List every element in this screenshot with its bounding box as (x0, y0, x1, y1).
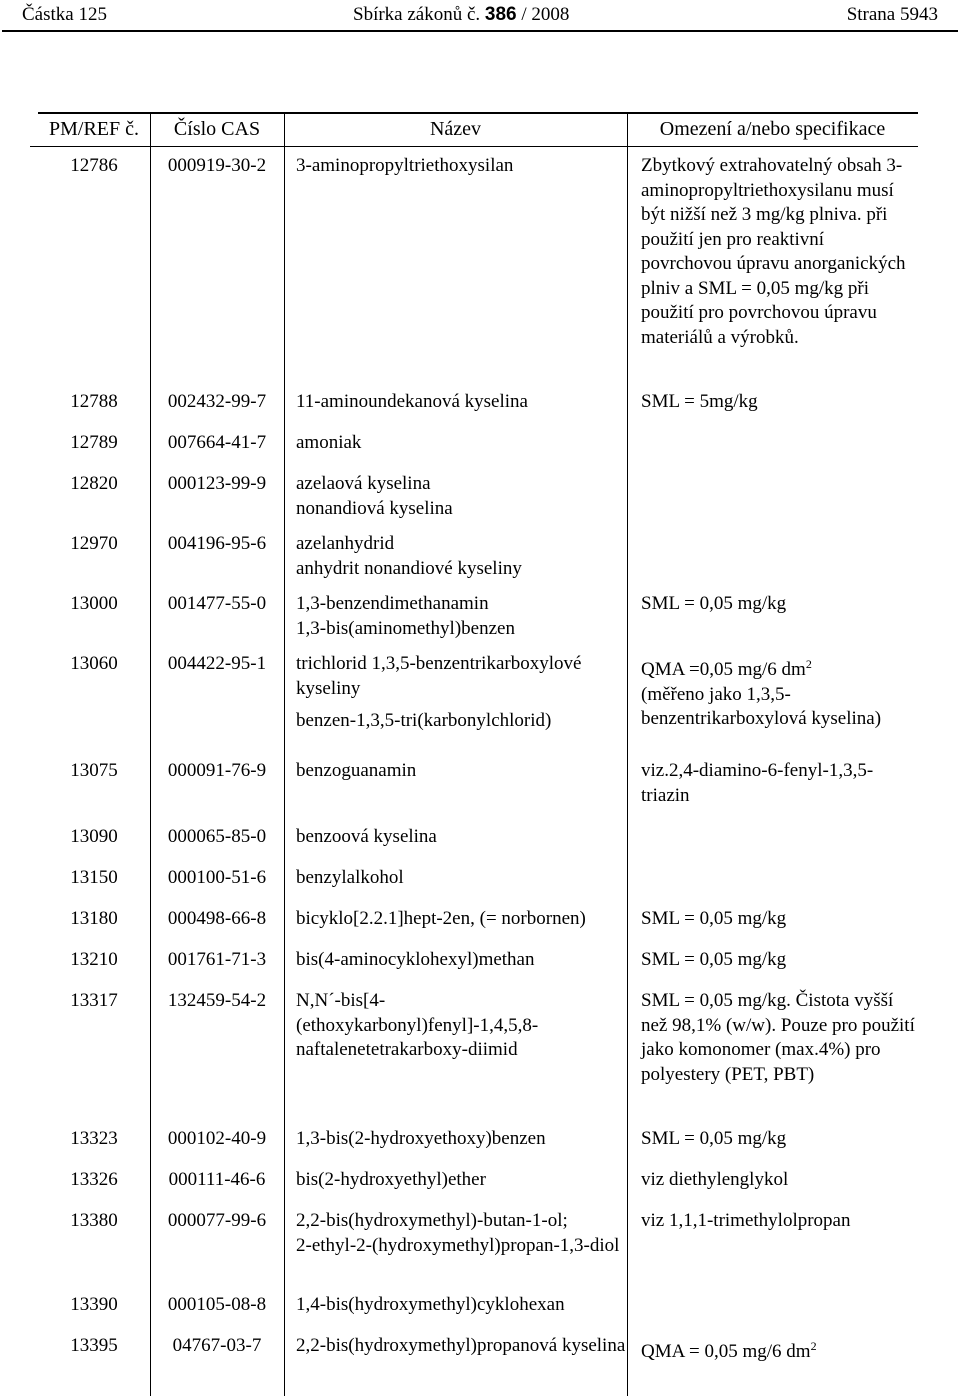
cas-number: 000123-99-9 (167, 473, 267, 494)
ref-number: 12970 (70, 533, 118, 554)
spec-text: SML = 5mg/kg (641, 391, 758, 412)
table-row (38, 1125, 918, 1166)
ref-number: 13000 (70, 593, 118, 614)
table-row (38, 530, 918, 590)
ref-number: 13323 (70, 1128, 118, 1149)
header-divider (2, 30, 958, 32)
column-header-cas: Číslo CAS (173, 118, 261, 140)
restriction-spec (627, 590, 918, 650)
alternate-name: 1,3-bis(aminomethyl)benzen (296, 617, 515, 639)
substance-name (284, 1332, 627, 1392)
alternate-name: anhydrit nonandiové kyseliny (296, 557, 522, 579)
spec-text: QMA = 0,05 mg/6 dm (641, 1341, 811, 1362)
substance-name (284, 987, 627, 1125)
table-row (38, 905, 918, 946)
cas-number: 007664-41-7 (167, 432, 267, 453)
substance-name (284, 388, 627, 429)
table-row (38, 590, 918, 650)
substance-name (284, 1207, 627, 1291)
table-row (38, 388, 918, 429)
restriction-spec (627, 905, 918, 946)
ref-number: 13317 (70, 990, 118, 1011)
spec-text: QMA =0,05 mg/6 dm (641, 659, 806, 680)
spec-superscript: 2 (810, 1339, 817, 1353)
table-body (38, 152, 918, 1392)
ref-number: 12788 (70, 391, 118, 412)
cas-number: 000065-85-0 (167, 826, 267, 847)
substance-name (284, 590, 627, 650)
restriction-spec (627, 1291, 918, 1332)
table-row (38, 757, 918, 823)
cas-number: 000105-08-8 (167, 1294, 267, 1315)
cas-number: 000091-76-9 (167, 760, 267, 781)
ref-number: 13075 (70, 760, 118, 781)
substance-name (284, 650, 627, 757)
alternate-name: benzen-1,3,5-tri(karbonylchlorid) (296, 710, 552, 731)
spec-text: SML = 0,05 mg/kg (641, 1128, 787, 1149)
spec-text: viz 1,1,1-trimethylolpropan (641, 1210, 851, 1231)
restriction-spec (627, 946, 918, 987)
ref-number: 12789 (70, 432, 118, 453)
primary-name: amoniak (296, 432, 362, 453)
ref-number: 13326 (70, 1169, 118, 1190)
cas-number: 000111-46-6 (168, 1169, 266, 1190)
table-row (38, 1207, 918, 1291)
cas-number: 001477-55-0 (167, 593, 267, 614)
spec-text: SML = 0,05 mg/kg (641, 908, 787, 929)
table-row (38, 650, 918, 757)
primary-name: benzoguanamin (296, 760, 417, 781)
substance-name (284, 823, 627, 864)
ref-number: 13060 (70, 653, 118, 674)
cas-number: 004196-95-6 (167, 533, 267, 554)
cas-number: 000919-30-2 (167, 155, 267, 176)
cas-number: 000498-66-8 (167, 908, 267, 929)
table-row (38, 470, 918, 530)
spec-continuation: (měřeno jako 1,3,5-benzentrikarboxylová kyselina) (641, 683, 882, 729)
primary-name: azelaová kyselina (296, 473, 431, 494)
restriction-spec (627, 1332, 918, 1392)
substance-name (284, 946, 627, 987)
ref-number: 13210 (70, 949, 118, 970)
alternate-name: nonandiová kyselina (296, 497, 453, 519)
page-header (0, 0, 960, 32)
table-row (38, 946, 918, 987)
restriction-spec (627, 470, 918, 530)
primary-name: bicyklo[2.2.1]hept-2en, (= norbornen) (296, 908, 586, 929)
cas-number: 000100-51-6 (167, 867, 267, 888)
cas-number: 04767-03-7 (172, 1335, 262, 1356)
ref-number: 13180 (70, 908, 118, 929)
restriction-spec (627, 1207, 918, 1291)
substance-name (284, 1291, 627, 1332)
ref-number: 13380 (70, 1210, 118, 1231)
table-row (38, 1332, 918, 1392)
restriction-spec (627, 987, 918, 1125)
ref-number: 13150 (70, 867, 118, 888)
ref-number: 12820 (70, 473, 118, 494)
primary-name: benzoová kyselina (296, 826, 437, 847)
ref-number: 13395 (70, 1335, 118, 1356)
spec-text: SML = 0,05 mg/kg (641, 593, 787, 614)
substance-name (284, 530, 627, 590)
spec-text: SML = 0,05 mg/kg. Čistota vyšší než 98,1% (w/w). Pouze pro použití jako komonomer (max.4%) pro polyestery (PET, PBT) (641, 990, 915, 1085)
spec-text: viz diethylenglykol (641, 1169, 789, 1190)
primary-name: N,N´-bis[4-(ethoxykarbonyl)fenyl]-1,4,5,8-naftalenetetrakarboxy-diimid (296, 990, 539, 1060)
primary-name: 2,2-bis(hydroxymethyl)-butan-1-ol; (296, 1210, 568, 1231)
ref-number: 13090 (70, 826, 118, 847)
restriction-spec (627, 1125, 918, 1166)
ref-number: 12786 (70, 155, 118, 176)
restriction-spec (627, 152, 918, 388)
table-row (38, 1291, 918, 1332)
restriction-spec (627, 429, 918, 470)
issue-number: Částka 125 (22, 4, 107, 25)
cas-number: 004422-95-1 (167, 653, 267, 674)
table-row (38, 429, 918, 470)
primary-name: bis(2-hydroxyethyl)ether (296, 1169, 486, 1190)
substance-name (284, 864, 627, 905)
column-header-ref: PM/REF č. (48, 118, 140, 140)
substance-name (284, 1166, 627, 1207)
restriction-spec (627, 864, 918, 905)
cas-number: 001761-71-3 (167, 949, 267, 970)
table-row (38, 987, 918, 1125)
substance-name (284, 757, 627, 823)
primary-name: benzylalkohol (296, 867, 404, 888)
table-row (38, 823, 918, 864)
primary-name: 3-aminopropyltriethoxysilan (296, 155, 514, 176)
cas-number: 000102-40-9 (167, 1128, 267, 1149)
alternate-name: 2-ethyl-2-(hydroxymethyl)propan-1,3-diol (296, 1234, 620, 1256)
primary-name: bis(4-aminocyklohexyl)methan (296, 949, 535, 970)
primary-name: 2,2-bis(hydroxymethyl)propanová kyselina (296, 1335, 626, 1356)
substance-name (284, 152, 627, 388)
table-row (38, 152, 918, 388)
table-top-border (38, 112, 918, 114)
restriction-spec (627, 757, 918, 823)
collection-title: Sbírka zákonů č. 386 / 2008 (353, 4, 570, 25)
substance-name (284, 470, 627, 530)
restriction-spec (627, 650, 918, 757)
primary-name: trichlorid 1,3,5-benzentrikarboxylové kyseliny (296, 653, 582, 699)
table-row (38, 864, 918, 905)
column-header-spec: Omezení a/nebo specifikace (659, 118, 886, 140)
ref-number: 13390 (70, 1294, 118, 1315)
primary-name: 1,3-bis(2-hydroxyethoxy)benzen (296, 1128, 546, 1149)
cas-number: 002432-99-7 (167, 391, 267, 412)
restriction-spec (627, 823, 918, 864)
cas-number: 132459-54-2 (167, 990, 267, 1011)
primary-name: azelanhydrid (296, 533, 395, 554)
restriction-spec (627, 1166, 918, 1207)
substance-table (38, 112, 918, 1396)
substance-name (284, 1125, 627, 1166)
spec-text: SML = 0,05 mg/kg (641, 949, 787, 970)
primary-name: 11-aminoundekanová kyselina (296, 391, 528, 412)
table-row (38, 1166, 918, 1207)
cas-number: 000077-99-6 (167, 1210, 267, 1231)
spec-superscript: 2 (805, 657, 812, 671)
page-number: Strana 5943 (846, 4, 938, 25)
substance-name (284, 429, 627, 470)
restriction-spec (627, 388, 918, 429)
primary-name: 1,3-benzendimethanamin (296, 593, 489, 614)
column-header-name: Název (429, 118, 482, 140)
spec-text: viz.2,4-diamino-6-fenyl-1,3,5-triazin (641, 760, 874, 806)
spec-text: Zbytkový extrahovatelný obsah 3-aminopropyltriethoxysilanu musí být nižší než 3 mg/kg plniva. při použití jen pro reaktivní povrchovou úpravu anorganických plniv a SML = 0,05 mg/kg při použití pro povrchovou úpravu materiálů a výrobků. (641, 155, 906, 348)
substance-name (284, 905, 627, 946)
table-header-border (30, 146, 918, 147)
primary-name: 1,4-bis(hydroxymethyl)cyklohexan (296, 1294, 565, 1315)
restriction-spec (627, 530, 918, 590)
